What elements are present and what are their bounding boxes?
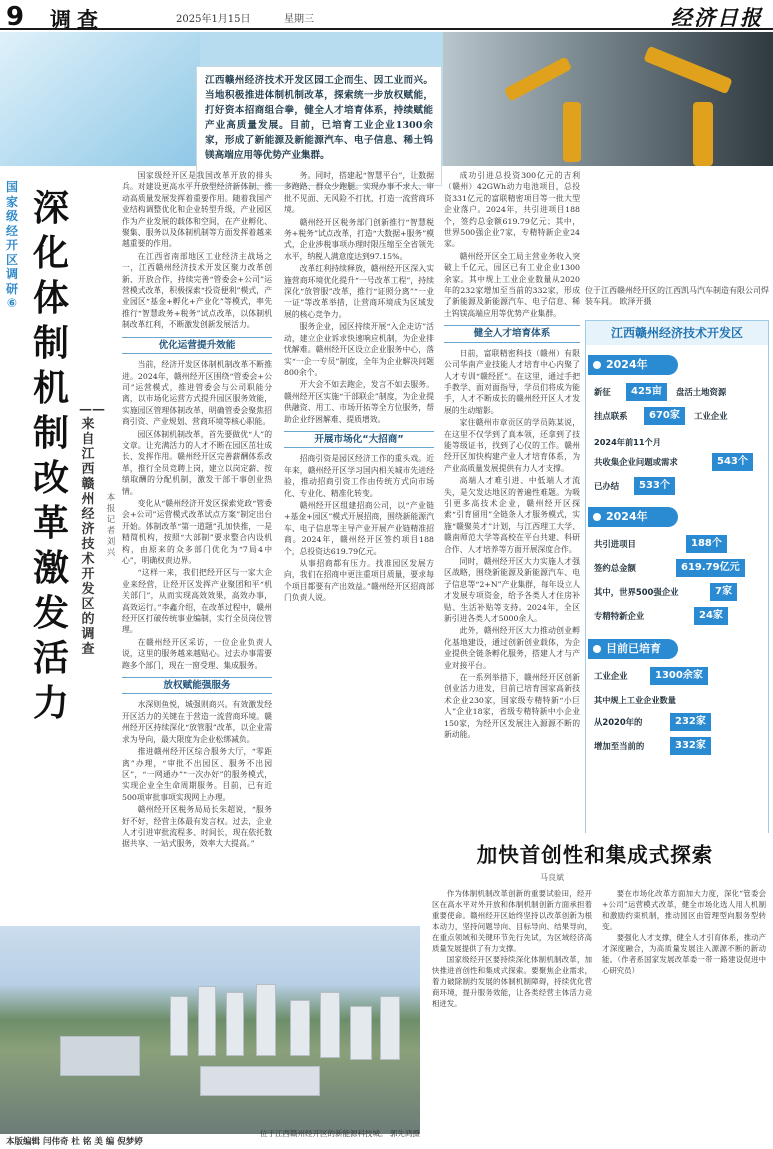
stat-row: 已办结 533个 (594, 477, 766, 495)
issue-date: 2025年1月15日 (176, 14, 251, 25)
paragraph: 在赣州经开区采访，一位企业负责人说，这里的服务越来越贴心。过去办事需要跑多个部门，现在一窗受理、集成服务。 (122, 637, 272, 670)
series-tag: 国家级经开区调研⑥ (5, 180, 18, 310)
stat-row: 签约总金额 619.79亿元 (594, 559, 766, 577)
stat-value: 24家 (694, 607, 728, 625)
stats-infobox (585, 320, 769, 838)
section-heading: 健全人才培育体系 (444, 325, 580, 342)
paragraph: “这样一来，我们把经开区与一家大企业来经营，让经开区发挥产业聚团和平“机关部门”，从而实现高效效果，高效办事，高效运行。”李鑫介绍，在改革过程中，赣州经开区打破传统事业编制，实行全员岗位管理。 (122, 568, 272, 635)
stat-row: 增加至当前的 332家 (594, 737, 766, 755)
stat-row: 挂点联系 670家 工业企业 (594, 407, 766, 425)
stat-value: 619.79亿元 (676, 559, 745, 577)
paragraph: 国家级经开区是我国改革开放的排头兵。对建设更高水平开放型经济新体制、推动高质量发展发挥着重要作用。随着我国产业结构调整优化和企业转型升级，产业园区作为产业发展的载体和空间，在产业孵化、聚集、服务以及体制机制等方面发挥着越来越重要的作用。 (122, 171, 272, 249)
stat-row: 共收集企业问题或需求 543个 (594, 453, 766, 471)
paragraph: 服务企业，园区持续开展“入企走访”活动，建立企业诉求快速响应机制，为企业排忧解难。赣州经开区设立企业服务中心，落实“一企一专员”制度，全年为企业解决问题800余个。 (284, 322, 434, 377)
stat-value: 670家 (644, 407, 685, 425)
stat-row: 专精特新企业 24家 (594, 607, 766, 625)
stat-value: 332家 (670, 737, 711, 755)
year-tag: 2024年 (588, 507, 678, 527)
page-number: 9 (6, 2, 25, 32)
year-tag: 目前已培育 (588, 639, 678, 659)
stat-value: 1300余家 (650, 667, 708, 685)
byline: 本报记者 刘 兴 (106, 493, 116, 558)
paragraph: 赣州经开区全工局主营业务收入突破上千亿元，园区已有工业企业1300余家。其中规上工业企业数量从2020年的232家增加至当前的332家，形成了新能源及新能源汽车、电子信息、稀土钨镁高端应用等优势产业集群。 (444, 251, 580, 318)
paragraph: 赣州经开区税务局局长朱超说，“服务好不好，经营主体最有发言权。过去，企业人才引进审批流程多、时间长，现在依托数据共享、一站式服务，效率大大提高。” (122, 805, 272, 849)
paragraph: 作为体制机制改革创新的重要试验田，经开区在高水平对外开放和体制机制创新方面承担着重要使命。赣州经开区始终坚持以改革创新为根本动力，坚持问题导向、目标导向、结果导向，在重点领域和关键环节先行先试，为区域经济高质量发展提供了有力支撑。 (432, 889, 592, 953)
paragraph: 此外，赣州经开区大力推动创业孵化基地建设，通过创新创业载体，为企业提供全链条孵化服务，搭建人才与产业对接平台。 (444, 626, 580, 670)
issue-weekday: 星期三 (284, 14, 314, 25)
stat-value: 543个 (712, 453, 753, 471)
commentary-title: 加快首创性和集成式探索 (476, 843, 714, 867)
banner-sky-graphic (0, 32, 200, 166)
paragraph: 要强化人才支撑，健全人才引育体系，推动产才深度融合，为高质量发展注入源源不断的新动能。（作者系国家发展改革委一带一路建设促进中心研究员） (602, 933, 766, 975)
stat-row: 共引进项目 188个 (594, 535, 766, 553)
section-name: 调查 (50, 7, 104, 32)
page-footer: 本版编辑 闫伟奇 杜 铭 美 编 倪梦婷 (6, 1137, 143, 1147)
stat-value: 425亩 (626, 383, 667, 401)
paragraph: 成功引进总投资300亿元的吉利（赣州）42GWh动力电池项目，总投资331亿元的富联精密项目等一批大型企业落户。2024年，共引进项目188个，签约总金额619.79亿元；其中，世界500强企业7家，专精特新企业24家。 (444, 171, 580, 249)
newspaper-logo: 经济日报 (671, 5, 763, 30)
paragraph: 同时，赣州经开区大力实施人才强区战略，围绕新能源及新能源汽车、电子信息等“2+N”产业集群，每年设立人才发展专项资金，给予各类人才住房补贴、生活补贴等支持。2024年，全区新引进各类人才5000余人。 (444, 557, 580, 624)
paragraph: 务。同时，搭建起“智慧平台”，让数据多跑路、群众少跑腿。实现办事不求人、审批不见面、无风险不打扰，打造一流营商环境。 (284, 171, 434, 215)
paragraph: 赣州经开区税务部门创新推行“智慧税务+税务”试点改革，打造“大数据+服务”模式，企业涉税事项办理时限压缩至全省领先水平，纳税人满意度达到97.15%。 (284, 217, 434, 261)
masthead (0, 0, 773, 30)
main-headline: 深化体制机制改革激发活力 (32, 187, 69, 724)
subheadline: ——来自江西赣州经济技术开发区的调查 (79, 402, 105, 657)
paragraph: 招商引资是园区经济工作的重头戏。近年来，赣州经开区学习国内相关城市先进经验，推动招商引资工作由传统方式向市场化、专业化、精准化转变。 (284, 454, 434, 498)
stat-row: 从2020年的 232家 (594, 713, 766, 731)
article-column-1 (122, 170, 272, 920)
paragraph: 变化从“赣州经济开发区探索党政“管委会+公司”运营模式改革试点方案”制定出台开始。体制改革“第一道题”孔加快推，一是精简机构，按照“大部制”要求整合内设机构，由原来的众多部门优化为“7局4中心”，明确权责边界。 (122, 498, 272, 565)
stat-row: 其中，世界500强企业 7家 (594, 583, 766, 601)
paragraph: 开大会不如去跑企，发言不如去服务。赣州经开区实施“干部联企”制度，为企业提供融资、用工、市场开拓等全方位服务，帮助企业纾困解难、提质增效。 (284, 380, 434, 424)
stat-row: 工业企业 1300余家 (594, 667, 766, 685)
paragraph: 水深则鱼悦，城强则商兴。有效激发经开区活力的关键在于营造一流营商环境。赣州经开区持续深化“放管服”改革，以企业需求为导向，最大限度为企业松绑减负。 (122, 700, 272, 744)
section-heading: 优化运营提升效能 (122, 337, 272, 354)
intro-summary: 江西赣州经济技术开发区园工企而生、因工业而兴。当地积极推进体制机制改革，探索统一步放权赋能，打好资本招商组合拳，健全人才培育体系，持续赋能产业高质量发展。目前，已培育工业企业1300余家，形成了新能源及新能源汽车、电子信息、稀土钨镁高端应用等优势产业集群。 (196, 66, 442, 186)
paragraph: 当前，经济开发区体制机制改革不断推进。2024年，赣州经开区围绕“管委会+公司”运营模式，推进管委会与公司职能分离，以市场化运营方式提升园区服务效能，实施园区管理体制改革，明确管委会聚焦招商引资、产业规划、营商环境等核心职能。 (122, 360, 272, 427)
stat-value: 533个 (634, 477, 675, 495)
photo-caption: 位于江西赣州经开区的新能源科技城。 郭先鸿摄 (260, 1129, 420, 1138)
paragraph: 在江西省南部地区工业经济主战场之一，江西赣州经济技术开发区聚力改革创新、开放合作，持续完善“管委会+公司”运营模式改革，积极探索“投资便利”模式，产业园区“基金+孵化+产业化”等模式，率先推行“智慧政务+税务”试点改革，以体制机制改革红利，不断激发创新发展活力。 (122, 251, 272, 330)
paragraph: 在一系列举措下，赣州经开区创新创业活力进发，目前已培育国家高新技术企业230家，国家级专精特新“小巨人”企业18家，省级专精特新中小企业150家，为经开区发展注入源源不断的新动能。 (444, 673, 580, 740)
stat-row: 新征 425亩 盘活土地资源 (594, 383, 766, 401)
paragraph: 家住赣州市章贡区的学员陈某说，在这里不仅学到了真本领，还拿到了技能等级证书，找到了心仪的工作。赣州经开区加快构建产业人才培育体系，为产业高质量发展提供有力人才支撑。 (444, 418, 580, 473)
section-heading: 开展市场化“大招商” (284, 431, 434, 448)
paragraph: 日前，富联精密科技（赣州）有限公司华南产业技能人才培育中心内聚了人才专训“赣经匠”。在这里，通过手把手教学、面对面指导，学员们将成为能手，人才不断成长的赣州经开区人才发展的生动缩影。 (444, 348, 580, 415)
stat-value: 7家 (710, 583, 737, 601)
infobox-title: 江西赣州经济技术开发区 (586, 321, 768, 345)
paragraph: 改革红利持续释放，赣州经开区深入实施营商环境优化提升“一号改革工程”，持续深化“放管服”改革，推行“证照分离”“一业一证”等改革举措，让营商环境成为区域发展的核心竞争力。 (284, 264, 434, 319)
stat-value: 188个 (686, 535, 727, 553)
section-heading: 放权赋能强服务 (122, 677, 272, 694)
paragraph: 从事招商都有压力。找准园区发展方向，我们在招商中更注重项目质量，要求每个项目都要有产出效益。”赣州经开区招商部门负责人说。 (284, 559, 434, 603)
paragraph: 推进赣州经开区综合服务大厅，“零距离”办理，“审批不出园区、服务不出园区”，“一网通办”“一次办好”的服务模式，实现企业全生命周期服务。目前，已有近500项审批事项实现网上办理。 (122, 747, 272, 802)
aerial-city-photo (0, 926, 430, 1134)
paragraph: 高端人才难引进、中低端人才流失，是欠发达地区的普遍性难题。为吸引更多高技术企业，赣州经开区探索“引育留用”全链条人才服务模式，实施“赣聚英才”计划，与江西理工大学、赣南师范大学等高校在平台共建、科研合作、人才培养等方面开展深度合作。 (444, 476, 580, 554)
paragraph: 园区体制机制改革，首先要做优“人”的文章。让充满活力的人才不断在园区茁壮成长、发挥作用。赣州经开区完善薪酬体系改革，推行全员竞聘上岗，建立以岗定薪、按绩取酬的分配机制，激发干部干事创业热情。 (122, 429, 272, 496)
commentary-column-2 (602, 888, 766, 1134)
commentary-author: 马良斌 (540, 873, 564, 882)
commentary-column-1 (432, 888, 592, 1134)
article-column-3 (444, 170, 580, 826)
stat-value: 232家 (670, 713, 711, 731)
article-column-2 (284, 170, 434, 920)
paragraph: 要在市场化改革方面加大力度，深化“管委会+公司”运营模式改革，健全市场化选人用人机制和激励约束机制，推动园区由管理型向服务型转变。 (602, 889, 766, 931)
paragraph: 赣州经开区组建招商公司，以“产业链+基金+园区”模式开展招商，围绕新能源汽车、电子信息等主导产业开展产业链精准招商。2024年，赣州经开区签约项目188个，总投资达619.79亿元。 (284, 500, 434, 556)
paragraph: 国家级经开区要持续深化体制机制改革，加快推进首创性和集成式探索。要聚焦企业需求，着力破除制约发展的体制机制障碍，持续优化营商环境，提升服务效能，让各类经营主体活力竞相迸发。 (432, 955, 592, 1008)
photo-caption: 位于江西赣州经开区的江西凯马汽车制造有限公司焊装车间。 欧泽开摄 (585, 286, 769, 306)
period-label: 2024年前11个月 (594, 437, 661, 447)
factory-robot-photo (443, 32, 773, 166)
year-tag: 2024年 (588, 355, 678, 375)
stat-row: 其中规上工业企业数量 (594, 695, 676, 705)
